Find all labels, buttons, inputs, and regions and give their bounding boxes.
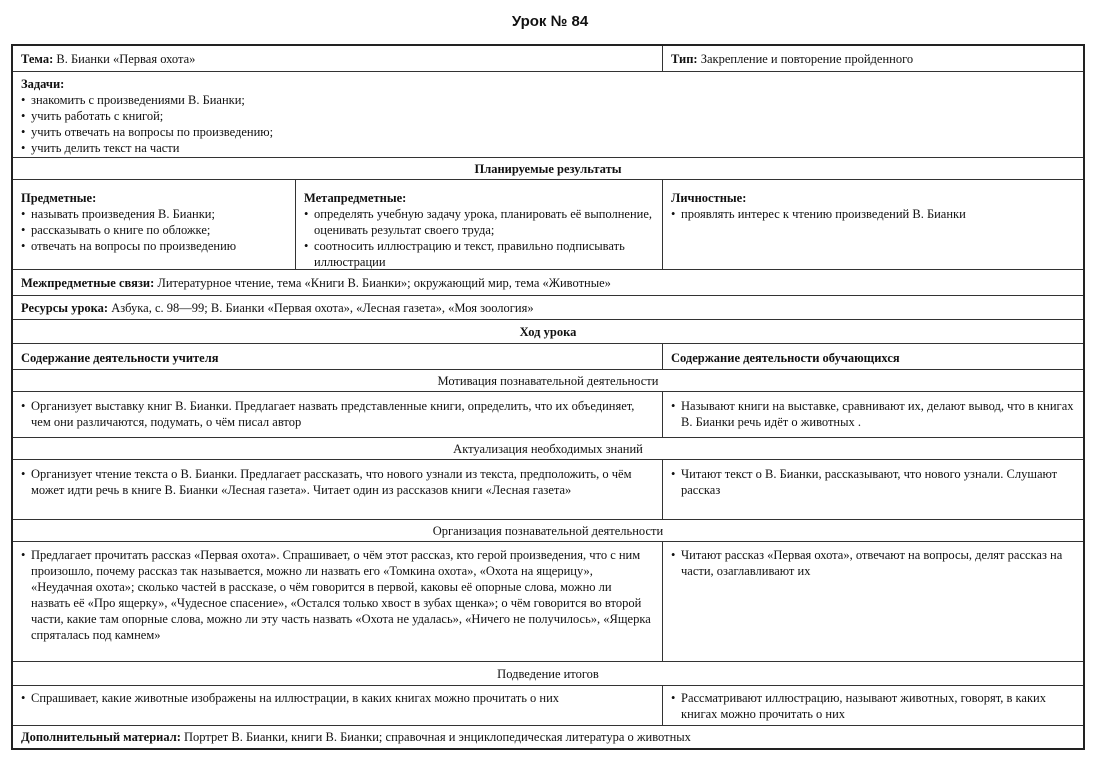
- subject-results-cell: [13, 180, 295, 269]
- tasks-label: Задачи:: [21, 77, 65, 91]
- stage-heading-row: [13, 662, 1083, 686]
- student-activity: • Читают рассказ «Первая охота», отвечают на вопросы, делят рассказ на части, озаглавливают их: [671, 547, 1075, 579]
- interdisciplinary-label: Межпредметные связи:: [21, 276, 155, 290]
- stage-heading: Организация познавательной деятельности: [432, 524, 664, 538]
- topic-row: [13, 46, 1083, 72]
- additional-label: Дополнительный материал:: [21, 730, 181, 744]
- student-activity-cell: [662, 392, 1083, 437]
- resources-cell: [13, 296, 1083, 319]
- stage-heading-row: [13, 370, 1083, 392]
- list-item: • учить делить текст на части: [21, 140, 1075, 156]
- meta-results-cell: [295, 180, 662, 269]
- resources-label: Ресурсы урока:: [21, 301, 109, 315]
- stage-heading: Актуализация необходимых знаний: [453, 442, 643, 456]
- topic-value: В. Бианки «Первая охота»: [56, 52, 196, 66]
- list-item: • учить отвечать на вопросы по произведению;: [21, 124, 1075, 140]
- stage-content-row: [13, 542, 1083, 662]
- list-item: • называть произведения В. Бианки;: [21, 206, 287, 222]
- teacher-activity: • Организует выставку книг В. Бианки. Предлагает назвать представленные книги, определить, что их объединяет, чем они различаются, подумать, о чём писал автор: [21, 398, 654, 430]
- teacher-column-header: Содержание деятельности учителя: [21, 351, 219, 365]
- planned-results-heading: Планируемые результаты: [474, 162, 622, 176]
- additional-cell: [13, 726, 1083, 748]
- tasks-list: [21, 92, 1075, 156]
- type-value: Закрепление и повторение пройденного: [700, 52, 914, 66]
- personal-results-list: [671, 206, 1075, 222]
- teacher-activity-cell: [13, 460, 662, 519]
- meta-results-list: [304, 206, 654, 269]
- stage-heading-row: [13, 438, 1083, 460]
- interdisciplinary-row: [13, 270, 1083, 296]
- subject-results-label: Предметные:: [21, 191, 97, 205]
- stage-content-row: [13, 392, 1083, 438]
- resources-value: Азбука, с. 98—99; В. Бианки «Первая охота», «Лесная газета», «Моя зоология»: [111, 301, 534, 315]
- teacher-activity-cell: [13, 686, 662, 725]
- stage-heading-row: [13, 520, 1083, 542]
- tasks-cell: [13, 72, 1083, 157]
- interdisciplinary-cell: [13, 270, 1083, 295]
- teacher-activity: • Спрашивает, какие животные изображены на иллюстрации, в каких книгах можно прочитать о них: [21, 690, 654, 706]
- list-item: • определять учебную задачу урока, планировать её выполнение, оценивать результат своего труда;: [304, 206, 654, 238]
- topic-cell: [13, 46, 662, 71]
- student-activity: • Читают текст о В. Бианки, рассказывают, что нового узнали. Слушают рассказ: [671, 466, 1075, 498]
- teacher-activity-cell: [13, 542, 662, 661]
- stage-heading: Подведение итогов: [497, 667, 599, 681]
- list-item: • учить работать с книгой;: [21, 108, 1075, 124]
- additional-row: [13, 726, 1083, 748]
- student-activity-cell: [662, 542, 1083, 661]
- course-columns-row: [13, 344, 1083, 370]
- student-activity-cell: [662, 460, 1083, 519]
- type-cell: [662, 46, 1083, 71]
- tasks-row: [13, 72, 1083, 158]
- interdisciplinary-value: Литературное чтение, тема «Книги В. Бианки»; окружающий мир, тема «Животные»: [157, 276, 611, 290]
- list-item: • знакомить с произведениями В. Бианки;: [21, 92, 1075, 108]
- course-heading: Ход урока: [519, 325, 577, 339]
- student-activity-cell: [662, 686, 1083, 725]
- student-activity: • Рассматривают иллюстрацию, называют животных, говорят, в каких книгах можно прочитать о них: [671, 690, 1075, 722]
- page-title: Урок № 84: [511, 13, 589, 30]
- stage-content-row: [13, 686, 1083, 726]
- student-column-header: Содержание деятельности обучающихся: [662, 344, 1083, 369]
- stage-content-row: [13, 460, 1083, 520]
- subject-results-list: [21, 206, 287, 254]
- teacher-activity: • Организует чтение текста о В. Бианки. Предлагает рассказать, что нового узнали из текста, предположить, о чём может идти речь в книге В. Бианки «Лесная газета». Читает один из рассказов книги «Лесная газета»: [21, 466, 654, 498]
- list-item: • проявлять интерес к чтению произведений В. Бианки: [671, 206, 1075, 222]
- personal-results-cell: [662, 180, 1083, 269]
- resources-row: [13, 296, 1083, 320]
- student-activity: • Называют книги на выставке, сравнивают их, делают вывод, что в книгах В. Бианки речь идёт о животных .: [671, 398, 1075, 430]
- type-label: Тип:: [671, 52, 698, 66]
- list-item: • соотносить иллюстрацию и текст, правильно подписывать иллюстрации: [304, 238, 654, 269]
- course-heading-row: [13, 320, 1083, 344]
- stage-heading: Мотивация познавательной деятельности: [437, 374, 659, 388]
- lesson-plan-table: [11, 44, 1085, 750]
- list-item: • отвечать на вопросы по произведению: [21, 238, 287, 254]
- teacher-activity-cell: [13, 392, 662, 437]
- planned-results-row: [13, 180, 1083, 270]
- teacher-activity: • Предлагает прочитать рассказ «Первая охота». Спрашивает, о чём этот рассказ, кто герой произведения, что с ним произошло, почему рассказ так называется, можно ли назвать его «Томкина охота», «Охота на ящерицу», «Неудачная охота»; сколько частей в рассказе, о чём говорится в первой, каковы её опорные слова, можно ли назвать её «Про ящерку», «Чудесное спасение», «Остался только хвост в зубах щенка»; о чём говорится во второй части, какие там опорные слова, можно ли эту часть назвать «Охота не удалась», «Ничего не получилось», «Ящерка спряталась под камнем»: [21, 547, 654, 643]
- additional-value: Портрет В. Бианки, книги В. Бианки; справочная и энциклопедическая литература о животных: [184, 730, 691, 744]
- meta-results-label: Метапредметные:: [304, 191, 407, 205]
- list-item: • рассказывать о книге по обложке;: [21, 222, 287, 238]
- planned-results-heading-row: [13, 158, 1083, 180]
- personal-results-label: Личностные:: [671, 191, 747, 205]
- topic-label: Тема:: [21, 52, 54, 66]
